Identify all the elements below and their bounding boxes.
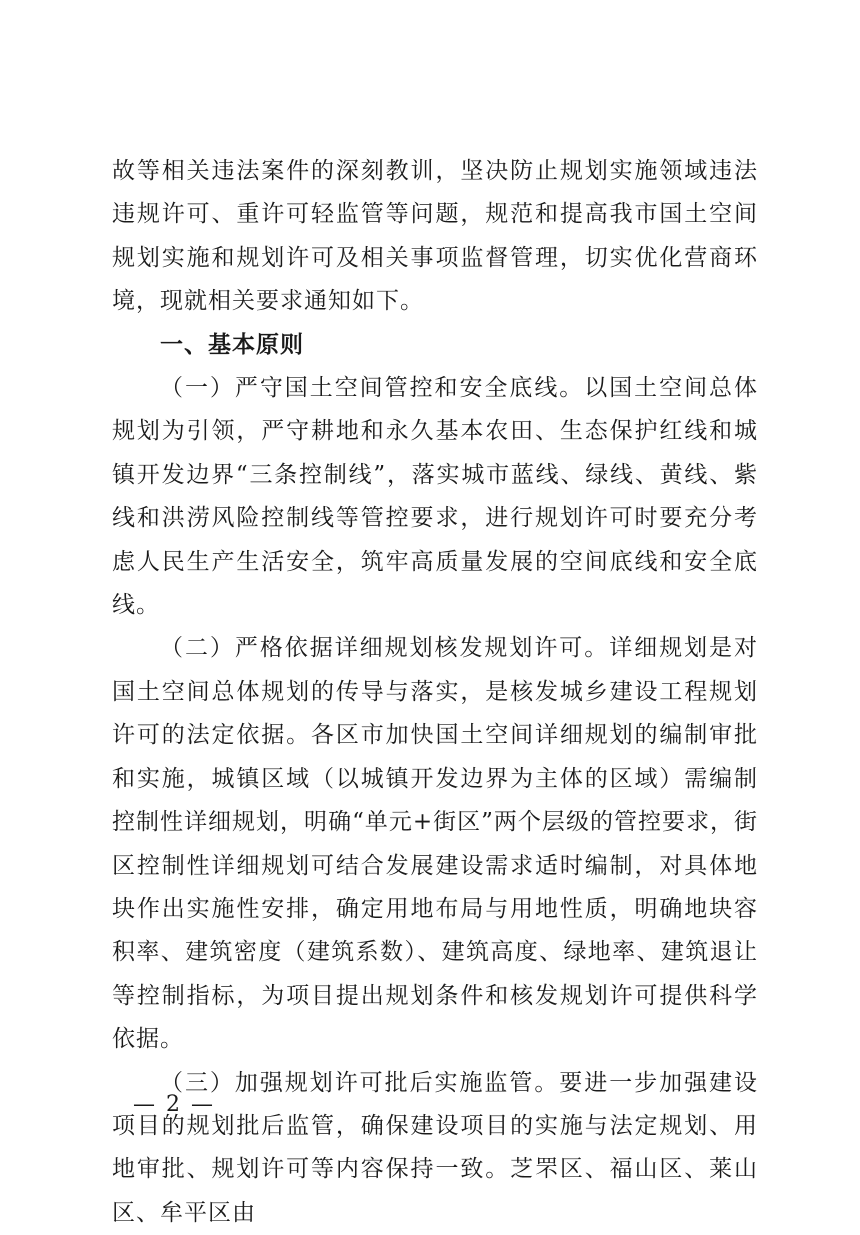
paragraph-principle-2: （二）严格依据详细规划核发规划许可。详细规划是对国土空间总体规划的传导与落实，是核发城乡建设工程规划许可的法定依据。各区市加快国土空间详细规划的编制审批和实施，城镇区域（以城镇开发边界为主体的区域）需编制控制性详细规划，明确“单元+街区”两个层级的管控要求，街区控制性详细规划可结合发展建设需求适时编制，对具体地块作出实施性安排，确定用地布局与用地性质，明确地块容积率、建筑密度（建筑系数）、建筑高度、绿地率、建筑退让等控制指标，为项目提出规划条件和核发规划许可提供科学依据。 bbox=[112, 635, 758, 1053]
paragraph-continuation: 故等相关违法案件的深刻教训，坚决防止规划实施领域违法违规许可、重许可轻监管等问题，规范和提高我市国土空间规划实施和规划许可及相关事项监督管理，切实优化营商环境，现就相关要求通知如下。 bbox=[112, 158, 758, 315]
document-body bbox=[112, 150, 758, 1235]
page-number: — 2 — bbox=[133, 1092, 215, 1117]
paragraph-principle-3: （三）加强规划许可批后实施监管。要进一步加强建设项目的规划批后监管，确保建设项目的实施与法定规划、用地审批、规划许可等内容保持一致。芝罘区、福山区、莱山区、牟平区由 bbox=[112, 1069, 758, 1226]
paragraph-principle-1: （一）严守国土空间管控和安全底线。以国土空间总体规划为引领，严守耕地和永久基本农田、生态保护红线和城镇开发边界“三条控制线”，落实城市蓝线、绿线、黄线、紫线和洪涝风险控制线等管控要求，进行规划许可时要充分考虑人民生产生活安全，筑牢高质量发展的空间底线和安全底线。 bbox=[112, 375, 758, 619]
section-heading-basic-principles: 一、基本原则 bbox=[160, 331, 304, 358]
